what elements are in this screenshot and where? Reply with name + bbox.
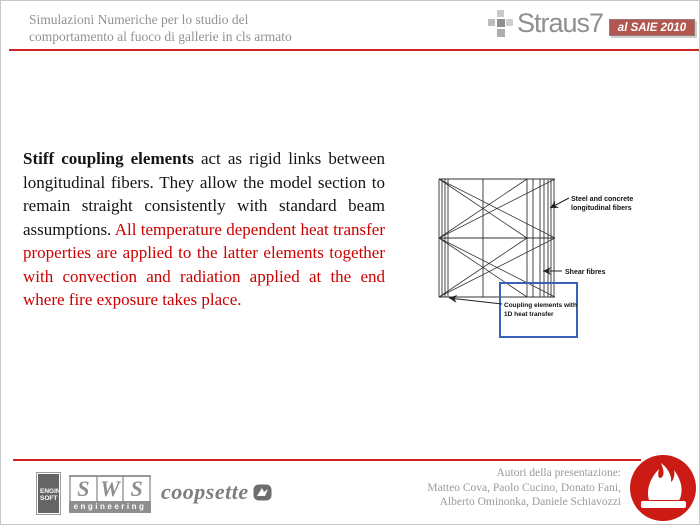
sws-logo-letters — [69, 475, 151, 501]
paragraph-black-text: act as rigid links between longitudinal fibers. They allow the model section to remain straight consistently with standard beam assumptions. — [23, 149, 385, 239]
header-title-line2: comportamento al fuoco di gallerie in cls armato — [29, 29, 292, 44]
flame-base-bar — [641, 501, 686, 508]
shear-label: Shear fibres — [565, 269, 606, 276]
enginsoft-logo-line1: ENGIN — [40, 488, 61, 495]
header-title-line1: Simulazioni Numeriche per lo studio del — [29, 12, 249, 27]
coopsette-logo-text: coopsette — [161, 479, 249, 504]
sws-letter-s2: S — [124, 477, 151, 501]
coupling-label-line2: 1D heat transfer — [504, 311, 554, 318]
straus7-logo — [487, 9, 603, 39]
longitudinal-label-line1: Steel and concrete — [571, 196, 634, 203]
coupling-label-line1: Coupling elements with — [504, 302, 577, 309]
paragraph-bold-lead: Stiff coupling elements — [23, 149, 194, 168]
coopsette-logo — [161, 479, 272, 505]
main-paragraph — [23, 147, 385, 312]
longitudinal-label-line2: longitudinal fibers — [571, 205, 632, 212]
straus7-logo-text: Straus7 — [517, 8, 604, 38]
coupling-highlight-box — [500, 283, 577, 337]
fiber-model-diagram — [421, 161, 681, 351]
enginsoft-logo — [36, 472, 61, 515]
sws-letter-w: W — [98, 477, 125, 501]
fire-safety-logo — [629, 453, 699, 523]
saie-2010-badge: al SAIE 2010 — [609, 19, 695, 36]
longitudinal-callout-arrow — [550, 198, 569, 208]
straus7-logo-icon — [487, 9, 514, 39]
sws-letter-s1: S — [69, 477, 98, 501]
authors-line2: Matteo Cova, Paolo Cucino, Donato Fani, — [427, 481, 621, 494]
coupling-callout-arrow — [449, 298, 502, 304]
sws-logo-subtitle: engineering — [69, 501, 151, 513]
slide-header-title — [29, 11, 292, 45]
authors-line3: Alberto Ominonka, Daniele Schiavozzi — [439, 496, 621, 508]
authors-heading: Autori della presentazione: — [496, 467, 621, 479]
diagram-coupling-lines — [439, 179, 555, 297]
header-divider-line — [9, 49, 699, 51]
enginsoft-logo-line2: SOFT — [40, 495, 58, 502]
authors-credits — [427, 466, 621, 510]
coopsette-logo-icon — [253, 484, 272, 501]
paragraph-red-text: All temperature dependent heat transfer properties are applied to the latter elements together with convection and radiation applied at the end where fire exposure takes place. — [23, 219, 385, 309]
sws-engineering-logo — [69, 475, 151, 513]
footer-divider-line — [13, 459, 641, 461]
